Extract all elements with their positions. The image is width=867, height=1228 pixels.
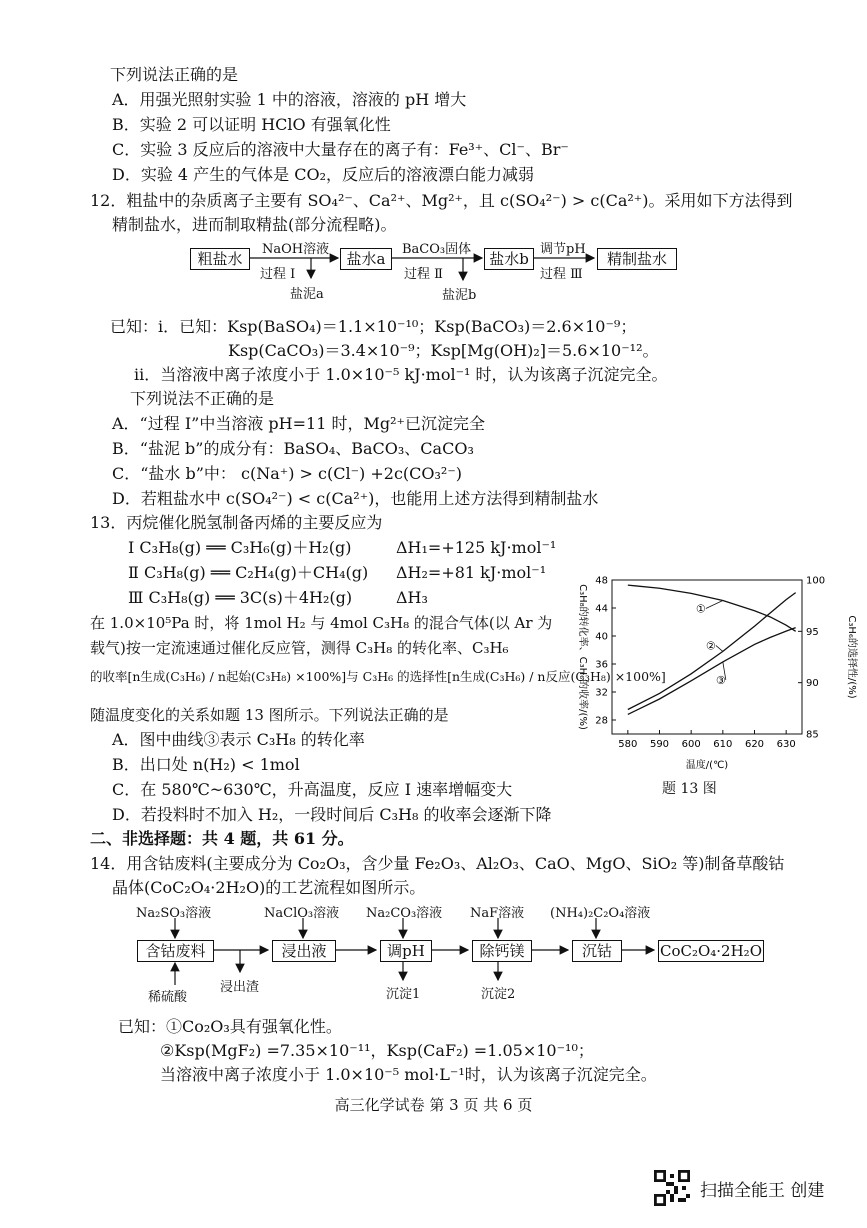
q12-known-1: 已知：i．已知：Ksp(BaSO₄)＝1.1×10⁻¹⁰；Ksp(BaCO₃)＝2.6×10⁻⁹； bbox=[110, 317, 637, 336]
x-tick-label: 600 bbox=[681, 739, 701, 750]
flow-output-precipitate-1: 沉淀1 bbox=[386, 987, 421, 1002]
chart-x-axis-label: 温度/(℃) bbox=[685, 760, 729, 771]
q12-known-3: ii．当溶液中离子浓度小于 1.0×10⁻⁵ kJ·mol⁻¹ 时，认为该离子沉淀完全。 bbox=[134, 365, 668, 384]
flow-input-naf: NaF溶液 bbox=[470, 906, 525, 921]
flow-box-cobalt-waste: 含钴废料 bbox=[137, 940, 214, 962]
flow-sludge-a: 盐泥a bbox=[290, 287, 324, 302]
chart-y-axis-label: C₃H₈的转化率、C₃H₆的收率/(%) bbox=[577, 584, 588, 730]
flow-process-1: 过程 Ⅰ bbox=[260, 267, 296, 282]
chart-series-label: ② bbox=[705, 639, 716, 653]
x-tick-label: 630 bbox=[776, 739, 796, 750]
q13-text-3: 的收率[n生成(C₃H₆) / n起始(C₃H₈) ×100%]与 C₃H₆ 的选择性[n生成(C₃H₆) / n反应(C₃H₈) ×100%] bbox=[90, 669, 666, 684]
flow-input-na2so3: Na₂SO₃溶液 bbox=[136, 906, 212, 921]
y-tick-label: 44 bbox=[595, 603, 608, 615]
y-tick-label: 40 bbox=[595, 631, 608, 643]
q13-reaction-3: Ⅲ C₃H₈(g) ══ 3C(s)＋4H₂(g) bbox=[128, 588, 353, 607]
q13-chart-caption: 题 13 图 bbox=[662, 781, 717, 797]
y-tick-label: 36 bbox=[595, 659, 608, 671]
q13-reaction-1: Ⅰ C₃H₈(g) ══ C₃H₆(g)＋H₂(g) bbox=[128, 538, 352, 557]
brand-watermark: 扫描全能王 创建 bbox=[700, 1181, 825, 1201]
x-tick-label: 580 bbox=[618, 739, 638, 750]
q14-known-1: 已知：①Co₂O₃具有强氧化性。 bbox=[118, 1017, 342, 1036]
y2-tick-label: 90 bbox=[806, 678, 819, 690]
flow-box-product: CoC₂O₄·2H₂O bbox=[659, 942, 762, 960]
q14-stem-1: 14．用含钴废料(主要成分为 Co₂O₃，含少量 Fe₂O₃、Al₂O₃、CaO、MgO、SiO₂ 等)制备草酸钴 bbox=[90, 854, 785, 873]
flow-box-brine-b: 盐水b bbox=[484, 248, 534, 270]
q13-option-d: D．若投料时不加入 H₂，一段时间后 C₃H₈ 的收率会逐渐下降 bbox=[112, 805, 552, 824]
y2-tick-label: 95 bbox=[806, 626, 819, 638]
q12-option-b: B．“盐泥 b”的成分有：BaSO₄、BaCO₃、CaCO₃ bbox=[112, 439, 474, 458]
q12-known-2: Ksp(CaCO₃)＝3.4×10⁻⁹；Ksp[Mg(OH)₂]＝5.6×10⁻¹²。 bbox=[228, 341, 659, 360]
x-tick-label: 620 bbox=[744, 739, 765, 750]
x-tick-label: 590 bbox=[649, 739, 670, 750]
q12-stem-2: 精制盐水，进而制取精盐(部分流程略)。 bbox=[112, 215, 397, 234]
q12-option-a: A．“过程 Ⅰ”中当溶液 pH=11 时，Mg²⁺已沉淀完全 bbox=[112, 414, 485, 433]
qr-code-icon bbox=[654, 1170, 690, 1206]
flow-process-3: 过程 Ⅲ bbox=[540, 267, 583, 282]
y-tick-label: 28 bbox=[595, 715, 608, 727]
q11-option-c: C．实验 3 反应后的溶液中大量存在的离子有：Fe³⁺、Cl⁻、Br⁻ bbox=[112, 140, 569, 159]
y-tick-label: 32 bbox=[595, 687, 608, 699]
flow-box-refined-brine: 精制盐水 bbox=[597, 248, 677, 270]
q12-stem-1: 12．粗盐中的杂质离子主要有 SO₄²⁻、Ca²⁺、Mg²⁺，且 c(SO₄²⁻) > c(Ca²⁺)。采用如下方法得到 bbox=[90, 191, 793, 210]
y-tick-label: 48 bbox=[595, 575, 608, 587]
flow-input-ammonium-oxalate: (NH₄)₂C₂O₄溶液 bbox=[550, 906, 651, 921]
q13-reaction-2: Ⅱ C₃H₈(g) ══ C₂H₄(g)＋CH₄(g) bbox=[128, 563, 369, 582]
q11-option-a: A．用强光照射实验 1 中的溶液，溶液的 pH 增大 bbox=[112, 90, 467, 109]
flow-output-residue: 浸出渣 bbox=[220, 980, 260, 995]
flow-box-leachate: 浸出液 bbox=[272, 940, 336, 962]
chart-series-label: ③ bbox=[715, 673, 726, 687]
q11-option-d: D．实验 4 产生的气体是 CO₂，反应后的溶液漂白能力减弱 bbox=[112, 165, 535, 184]
flow-reagent-naoh: NaOH溶液 bbox=[262, 242, 330, 257]
y2-tick-label: 85 bbox=[806, 729, 819, 741]
flow-adjust-ph: 调节pH bbox=[540, 242, 586, 257]
chart-y2-axis-label: C₃H₆的选择性/(%) bbox=[846, 615, 857, 699]
flow-box-remove-ca-mg: 除钙镁 bbox=[472, 940, 532, 962]
flow-process-2: 过程 Ⅱ bbox=[404, 267, 443, 282]
q11-stem: 下列说法正确的是 bbox=[110, 65, 239, 84]
y2-tick-label: 100 bbox=[806, 575, 826, 587]
q13-enthalpy-3: ΔH₃ bbox=[396, 588, 428, 607]
flow-box-adjust-ph: 调pH bbox=[380, 940, 432, 962]
x-tick-label: 610 bbox=[713, 739, 733, 750]
q11-option-b: B．实验 2 可以证明 HClO 有强氧化性 bbox=[112, 115, 391, 134]
part2-heading: 二、非选择题：共 4 题，共 61 分。 bbox=[90, 829, 354, 848]
q13-enthalpy-2: ΔH₂=+81 kJ·mol⁻¹ bbox=[396, 563, 547, 582]
q14-stem-2: 晶体(CoC₂O₄·2H₂O)的工艺流程如图所示。 bbox=[112, 878, 426, 897]
q14-known-3: 当溶液中离子浓度小于 1.0×10⁻⁵ mol·L⁻¹时，认为该离子沉淀完全。 bbox=[160, 1065, 657, 1084]
q14-known-2: ②Ksp(MgF₂) =7.35×10⁻¹¹，Ksp(CaF₂) =1.05×10⁻¹⁰； bbox=[160, 1041, 594, 1060]
flow-box-brine-a: 盐水a bbox=[340, 248, 392, 270]
flow-input-naclo3: NaClO₃溶液 bbox=[264, 906, 340, 921]
chart-series-label: ① bbox=[695, 602, 706, 616]
q13-option-a: A．图中曲线③表示 C₃H₈ 的转化率 bbox=[112, 730, 365, 749]
flow-box-crude-brine: 粗盐水 bbox=[190, 248, 250, 270]
flow-reagent-baco3: BaCO₃固体 bbox=[402, 242, 472, 257]
q13-text-1: 在 1.0×10⁵Pa 时，将 1mol H₂ 与 4mol C₃H₈ 的混合气体(以 Ar 为 bbox=[90, 614, 553, 632]
q13-stem: 13．丙烷催化脱氢制备丙烯的主要反应为 bbox=[90, 513, 383, 532]
q13-enthalpy-1: ΔH₁=+125 kJ·mol⁻¹ bbox=[396, 538, 557, 557]
flow-output-precipitate-2: 沉淀2 bbox=[481, 987, 516, 1002]
flow-box-precipitate-co: 沉钴 bbox=[572, 940, 622, 962]
flow-sludge-b: 盐泥b bbox=[442, 288, 477, 303]
flow-input-h2so4: 稀硫酸 bbox=[148, 990, 188, 1005]
page-footer: 高三化学试卷 第 3 页 共 6 页 bbox=[334, 1096, 533, 1114]
q12-ask: 下列说法不正确的是 bbox=[130, 389, 275, 408]
q13-option-c: C．在 580℃~630℃，升高温度，反应 Ⅰ 速率增幅变大 bbox=[112, 780, 513, 799]
q12-option-c: C．“盐水 b”中： c(Na⁺) > c(Cl⁻) +2c(CO₃²⁻) bbox=[112, 464, 463, 483]
q13-text-2: 载气)按一定流速通过催化反应管，测得 C₃H₈ 的转化率、C₃H₆ bbox=[90, 639, 509, 657]
q12-option-d: D．若粗盐水中 c(SO₄²⁻) < c(Ca²⁺)，也能用上述方法得到精制盐水 bbox=[112, 489, 599, 508]
q13-option-b: B．出口处 n(H₂) < 1mol bbox=[112, 755, 300, 774]
q13-text-4: 随温度变化的关系如题 13 图所示。下列说法正确的是 bbox=[90, 706, 449, 724]
flow-input-na2co3: Na₂CO₃溶液 bbox=[366, 906, 443, 921]
